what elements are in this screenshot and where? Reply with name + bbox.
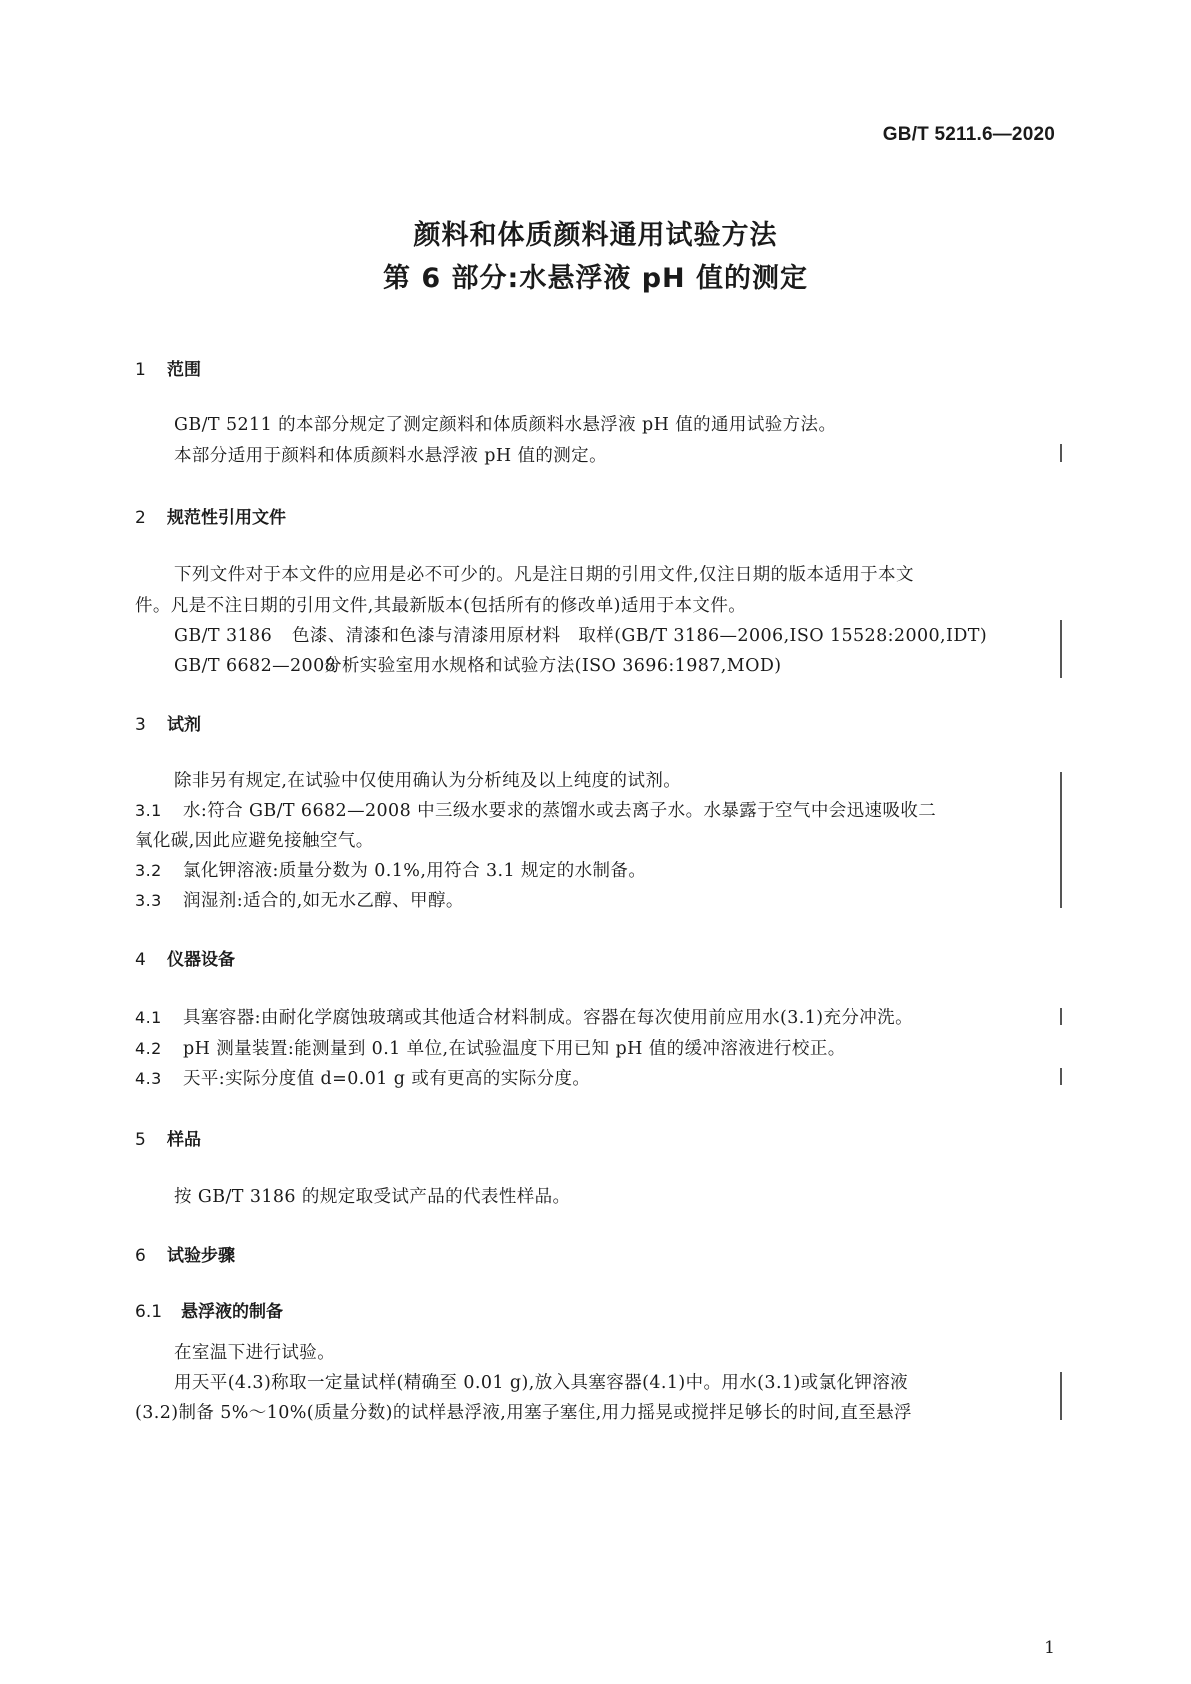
paragraph: 除非另有规定,在试验中仅使用确认为分析纯及以上纯度的试剂。 bbox=[174, 771, 682, 791]
paragraph: GB/T 5211 的本部分规定了测定颜料和体质颜料水悬浮液 pH 值的通用试验方法。 bbox=[174, 415, 837, 435]
subsection-title: 悬浮液的制备 bbox=[181, 1302, 283, 1322]
paragraph: 氧化碳,因此应避免接触空气。 bbox=[135, 831, 374, 851]
clause-number: 3.2 bbox=[135, 861, 162, 880]
clause-4-2 bbox=[135, 1035, 846, 1060]
section-2-heading bbox=[135, 503, 286, 528]
paragraph: 用天平(4.3)称取一定量试样(精确至 0.01 g),放入具塞容器(4.1)中。用水(3.1)或氯化钾溶液 bbox=[174, 1373, 909, 1393]
subsection-6-1-heading bbox=[135, 1297, 283, 1322]
clause-3-3 bbox=[135, 887, 464, 912]
clause-text: 润湿剂:适合的,如无水乙醇、甲醇。 bbox=[183, 891, 464, 911]
paragraph: 下列文件对于本文件的应用是必不可少的。凡是注日期的引用文件,仅注日期的版本适用于本文 bbox=[174, 565, 914, 585]
paragraph: 按 GB/T 3186 的规定取受试产品的代表性样品。 bbox=[174, 1187, 571, 1207]
change-bar bbox=[1060, 444, 1062, 462]
section-5-heading bbox=[135, 1125, 201, 1150]
paragraph: (3.2)制备 5%～10%(质量分数)的试样悬浮液,用塞子塞住,用力摇晃或搅拌足够长的时间,直至悬浮 bbox=[135, 1403, 912, 1423]
section-number: 3 bbox=[135, 715, 146, 735]
section-title: 规范性引用文件 bbox=[167, 508, 286, 528]
document-title-line2: 第 6 部分:水悬浮液 pH 值的测定 bbox=[382, 263, 809, 294]
reference-title: 分析实验室用水规格和试验方法(ISO 3696:1987,MOD) bbox=[324, 656, 782, 676]
change-bar bbox=[1060, 1068, 1062, 1085]
clause-text: 水:符合 GB/T 6682—2008 中三级水要求的蒸馏水或去离子水。水暴露于空气中会迅速吸收二 bbox=[183, 801, 937, 821]
paragraph: 件。凡是不注日期的引用文件,其最新版本(包括所有的修改单)适用于本文件。 bbox=[135, 596, 747, 616]
normative-reference bbox=[174, 622, 987, 647]
clause-number: 4.1 bbox=[135, 1008, 162, 1027]
section-number: 4 bbox=[135, 950, 146, 970]
subsection-number: 6.1 bbox=[135, 1302, 163, 1322]
section-title: 仪器设备 bbox=[167, 950, 235, 970]
section-3-heading bbox=[135, 710, 201, 735]
standard-number: GB/T 5211.6—2020 bbox=[882, 124, 1055, 145]
section-1-heading bbox=[135, 355, 201, 380]
section-title: 试剂 bbox=[167, 715, 201, 735]
clause-text: 氯化钾溶液:质量分数为 0.1%,用符合 3.1 规定的水制备。 bbox=[183, 861, 647, 881]
section-number: 1 bbox=[135, 360, 146, 380]
reference-code: GB/T 3186 bbox=[174, 626, 273, 646]
section-4-heading bbox=[135, 945, 235, 970]
section-title: 样品 bbox=[167, 1130, 201, 1150]
section-6-heading bbox=[135, 1241, 235, 1266]
change-bar bbox=[1060, 620, 1062, 678]
clause-3-1 bbox=[135, 797, 936, 822]
page-number: 1 bbox=[1044, 1638, 1055, 1658]
paragraph: 在室温下进行试验。 bbox=[174, 1343, 336, 1363]
clause-4-3 bbox=[135, 1065, 590, 1090]
clause-text: 天平:实际分度值 d=0.01 g 或有更高的实际分度。 bbox=[183, 1069, 591, 1089]
reference-code: GB/T 6682—2008 bbox=[174, 656, 337, 676]
clause-number: 4.3 bbox=[135, 1069, 162, 1088]
clause-number: 4.2 bbox=[135, 1039, 162, 1058]
clause-number: 3.1 bbox=[135, 801, 162, 820]
clause-number: 3.3 bbox=[135, 891, 162, 910]
section-title: 试验步骤 bbox=[167, 1246, 235, 1266]
change-bar bbox=[1060, 1372, 1062, 1420]
clause-4-1 bbox=[135, 1004, 913, 1029]
normative-reference bbox=[174, 652, 782, 677]
section-title: 范围 bbox=[167, 360, 201, 380]
change-bar bbox=[1060, 1008, 1062, 1025]
clause-3-2 bbox=[135, 857, 646, 882]
clause-text: pH 测量装置:能测量到 0.1 单位,在试验温度下用已知 pH 值的缓冲溶液进行校正。 bbox=[183, 1039, 846, 1059]
reference-title: 色漆、清漆和色漆与清漆用原材料 取样(GB/T 3186—2006,ISO 15528:2000,IDT) bbox=[292, 626, 988, 646]
change-bar bbox=[1060, 772, 1062, 908]
section-number: 2 bbox=[135, 508, 146, 528]
section-number: 6 bbox=[135, 1246, 146, 1266]
section-number: 5 bbox=[135, 1130, 146, 1150]
document-title-line1: 颜料和体质颜料通用试验方法 bbox=[413, 220, 778, 251]
clause-text: 具塞容器:由耐化学腐蚀玻璃或其他适合材料制成。容器在每次使用前应用水(3.1)充分冲洗。 bbox=[183, 1008, 913, 1028]
paragraph: 本部分适用于颜料和体质颜料水悬浮液 pH 值的测定。 bbox=[174, 446, 607, 466]
